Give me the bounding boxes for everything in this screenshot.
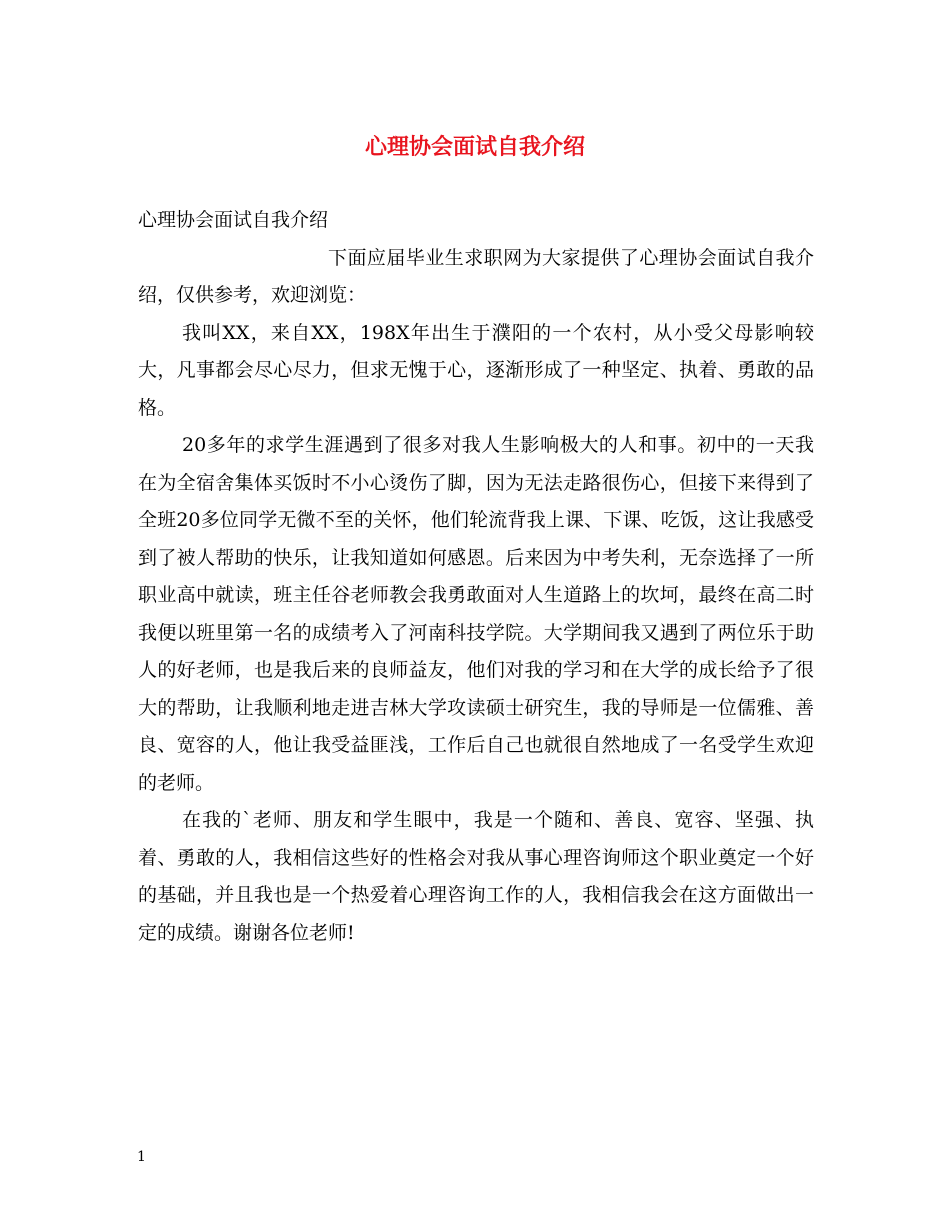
- paragraph-conclusion: 在我的`老师、朋友和学生眼中，我是一个随和、善良、宽容、坚强、执着、勇敢的人，我相信这些好的性格会对我从事心理咨询师这个职业奠定一个好的基础，并且我也是一个热爱着心理咨询工作的人，我相信我会在这方面做出一定的成绩。谢谢各位老师!: [138, 809, 814, 944]
- document-subtitle: 心理协会面试自我介绍: [138, 209, 329, 231]
- document-title: 心理协会面试自我介绍: [364, 134, 585, 160]
- page-number: 1: [137, 1149, 146, 1165]
- paragraph-experience: 20多年的求学生涯遇到了很多对我人生影响极大的人和事。初中的一天我在为全宿舍集体买饭时不小心烫伤了脚，因为无法走路很伤心，但接下来得到了全班20多位同学无微不至的关怀，他们轮流背我上课、下课、吃饭，这让我感受到了被人帮助的快乐，让我知道如何感恩。后来因为中考失利，无奈选择了一所职业高中就读，班主任谷老师教会我勇敢面对人生道路上的坎坷，最终在高二时我便以班里第一名的成绩考入了河南科技学院。大学期间我又遇到了两位乐于助人的好老师，也是我后来的良师益友，他们对我的学习和在大学的成长给予了很大的帮助，让我顺利地走进吉林大学攻读硕士研究生，我的导师是一位儒雅、善良、宽容的人，他让我受益匪浅，工作后自己也就很自然地成了一名受学生欢迎的老师。: [138, 434, 814, 794]
- paragraph-background: 我叫XX，来自XX，198X年出生于濮阳的一个农村，从小受父母影响较大，凡事都会尽心尽力，但求无愧于心，逐渐形成了一种坚定、执着、勇敢的品格。: [138, 321, 814, 419]
- intro-paragraph: 下面应届毕业生求职网为大家提供了心理协会面试自我介绍，仅供参考，欢迎浏览：: [138, 246, 814, 306]
- document-body: [138, 202, 814, 952]
